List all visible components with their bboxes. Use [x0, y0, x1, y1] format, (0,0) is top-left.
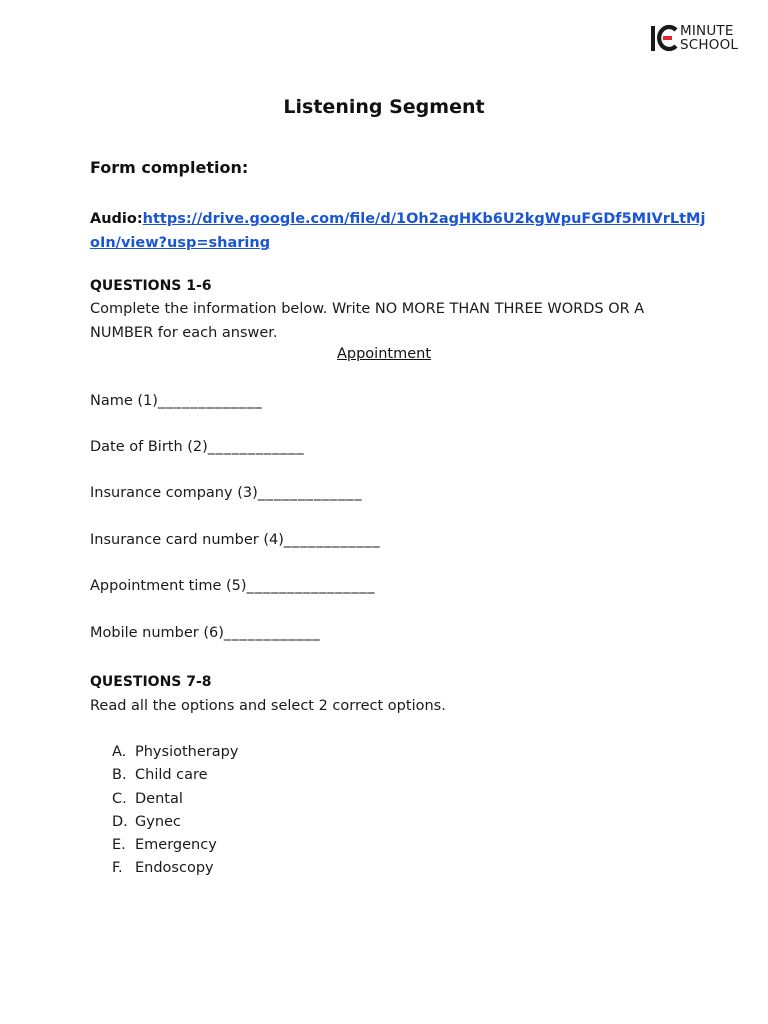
option-b[interactable] [112, 764, 238, 787]
instruction-line-1: Complete the information below. Write NO MORE THAN THREE WORDS OR A [90, 301, 645, 317]
questions-1-6-instruction [90, 298, 670, 345]
option-text: Endoscopy [135, 860, 214, 877]
page-title: Listening Segment [283, 96, 485, 118]
answer-blank[interactable]: ____________ [223, 625, 321, 641]
questions-7-8-instruction: Read all the options and select 2 correct options. [90, 698, 446, 714]
audio-link-part-1[interactable]: https://drive.google.com/file/d/1Oh2agHKb6U2kgWpuFGDf5MIVrLtMj [142, 211, 706, 227]
audio-line-2 [90, 231, 690, 255]
answer-blank[interactable]: ____________ [207, 439, 305, 455]
audio-link-block [90, 207, 706, 255]
form-field-date-of-birth [90, 439, 304, 455]
questions-7-8-heading: QUESTIONS 7-8 [90, 674, 212, 690]
audio-line-1 [90, 207, 706, 231]
form-field-insurance-card-number [90, 532, 380, 548]
option-text: Child care [135, 767, 208, 784]
appointment-subtitle [0, 346, 768, 362]
option-letter: F. [112, 860, 123, 877]
field-label: Mobile number (6) [90, 625, 224, 641]
logo-text [680, 24, 738, 52]
option-letter: C. [112, 790, 127, 807]
logo-mark-icon [650, 22, 680, 54]
form-field-name [90, 393, 263, 409]
options-list [112, 741, 238, 881]
answer-blank[interactable]: ____________ [283, 532, 381, 548]
option-a[interactable] [112, 741, 238, 764]
option-c[interactable] [112, 788, 238, 811]
answer-blank[interactable]: ________________ [246, 578, 376, 594]
option-d[interactable] [112, 811, 238, 834]
form-field-appointment-time [90, 578, 375, 594]
option-letter: D. [112, 813, 128, 830]
questions-1-6-heading: QUESTIONS 1-6 [90, 278, 212, 294]
option-f[interactable] [112, 857, 238, 880]
field-label: Name (1) [90, 393, 158, 409]
form-field-mobile-number [90, 625, 321, 641]
audio-label: Audio: [90, 211, 143, 227]
audio-link-part-2[interactable]: oIn/view?usp=sharing [90, 235, 271, 251]
form-field-insurance-company [90, 485, 362, 501]
answer-blank[interactable]: _____________ [157, 393, 263, 409]
field-label: Insurance card number (4) [90, 532, 284, 548]
option-text: Emergency [135, 837, 217, 854]
option-letter: E. [112, 837, 126, 854]
option-text: Dental [135, 790, 183, 807]
section-label: Form completion: [90, 158, 249, 177]
option-e[interactable] [112, 834, 238, 857]
field-label: Date of Birth (2) [90, 439, 208, 455]
option-letter: B. [112, 767, 127, 784]
ten-minute-school-logo [650, 22, 746, 56]
option-text: Physiotherapy [135, 744, 239, 760]
answer-blank[interactable]: _____________ [257, 485, 363, 501]
instruction-line-2: NUMBER for each answer. [90, 324, 278, 341]
field-label: Appointment time (5) [90, 578, 247, 594]
logo-text-line2: SCHOOL [680, 37, 739, 53]
appointment-subtitle-text: Appointment [336, 346, 432, 362]
option-text: Gynec [135, 813, 181, 830]
logo-text-line1: MINUTE [680, 23, 734, 39]
field-label: Insurance company (3) [90, 485, 258, 501]
option-letter: A. [112, 744, 127, 760]
